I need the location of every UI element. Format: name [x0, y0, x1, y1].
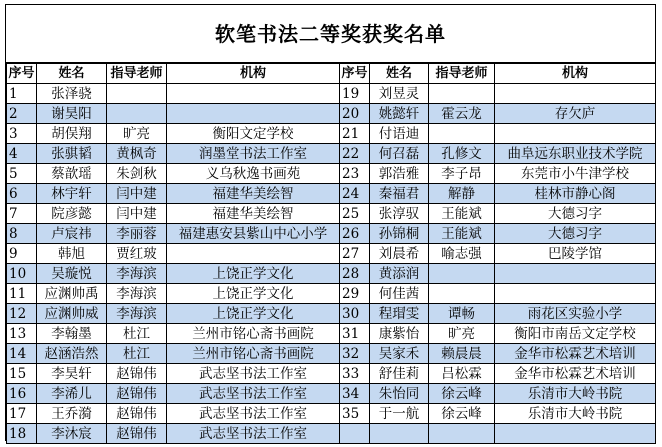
table-cell: 郭浩雅: [370, 164, 429, 184]
table-cell: 谢昊阳: [37, 104, 107, 124]
table-cell: [370, 424, 429, 444]
table-cell: 程瑁雯: [370, 304, 429, 324]
table-cell: 杜江: [107, 344, 167, 364]
table-cell: [167, 84, 340, 104]
table-row: [7, 224, 656, 244]
table-cell: 24: [340, 184, 370, 204]
table-cell: 刘昱灵: [370, 84, 429, 104]
table-row: [7, 324, 656, 344]
table-cell: 喻志强: [429, 244, 495, 264]
table-cell: [340, 424, 370, 444]
table-cell: [107, 84, 167, 104]
table-cell: 18: [7, 424, 37, 444]
table-cell: 李海滨: [107, 284, 167, 304]
table-cell: [495, 84, 656, 104]
header-cell: 序号: [340, 64, 370, 84]
table-cell: 15: [7, 364, 37, 384]
table-row: [7, 344, 656, 364]
table-cell: 王能斌: [429, 224, 495, 244]
table-cell: 31: [340, 324, 370, 344]
table-cell: [495, 124, 656, 144]
table-cell: 赖晨晨: [429, 344, 495, 364]
table-cell: 赵锦伟: [107, 404, 167, 424]
table-cell: 李海滨: [107, 264, 167, 284]
table-cell: 贾红玻: [107, 244, 167, 264]
table-cell: 谭畅: [429, 304, 495, 324]
table-cell: 32: [340, 344, 370, 364]
table-cell: 30: [340, 304, 370, 324]
header-cell: 姓名: [37, 64, 107, 84]
table-cell: 康紫怡: [370, 324, 429, 344]
header-cell: 指导老师: [107, 64, 167, 84]
table-cell: 闫中建: [107, 184, 167, 204]
table-cell: 李翰墨: [37, 324, 107, 344]
table-cell: 李海滨: [107, 304, 167, 324]
table-cell: [495, 264, 656, 284]
table-cell: 林宇轩: [37, 184, 107, 204]
header-cell: 指导老师: [429, 64, 495, 84]
table-cell: 朱剑秋: [107, 164, 167, 184]
table-cell: 25: [340, 204, 370, 224]
table-cell: 孔修文: [429, 144, 495, 164]
table-row: [7, 424, 656, 444]
table-cell: 27: [340, 244, 370, 264]
header-cell: 机构: [495, 64, 656, 84]
award-table: [6, 63, 656, 444]
table-cell: [107, 104, 167, 124]
table-cell: 义乌秋逸书画苑: [167, 164, 340, 184]
table-cell: 朱怡同: [370, 384, 429, 404]
table-cell: 福建惠安县紫山中心小学: [167, 224, 340, 244]
table-cell: 秦福君: [370, 184, 429, 204]
table-cell: 李沐宸: [37, 424, 107, 444]
table-row: [7, 264, 656, 284]
table-cell: 闫中建: [107, 204, 167, 224]
table-cell: 6: [7, 184, 37, 204]
table-cell: 姚懿轩: [370, 104, 429, 124]
table-cell: 黄添润: [370, 264, 429, 284]
table-cell: 霍云龙: [429, 104, 495, 124]
table-cell: 9: [7, 244, 37, 264]
table-row: [7, 244, 656, 264]
table-cell: 金华市松霖艺术培训: [495, 364, 656, 384]
table-cell: 旷亮: [429, 324, 495, 344]
table-cell: 衡阳文定学校: [167, 124, 340, 144]
table-cell: 刘晨希: [370, 244, 429, 264]
table-row: [7, 104, 656, 124]
table-cell: 上饶正学文化: [167, 304, 340, 324]
table-cell: 孙锦桐: [370, 224, 429, 244]
table-cell: 10: [7, 264, 37, 284]
table-cell: 乐清市大岭书院: [495, 384, 656, 404]
table-row: [7, 144, 656, 164]
table-cell: 8: [7, 224, 37, 244]
table-cell: 赵涵浩然: [37, 344, 107, 364]
table-cell: 李丽蓉: [107, 224, 167, 244]
table-cell: 李昊轩: [37, 364, 107, 384]
table-cell: 应渊帅禹: [37, 284, 107, 304]
table-cell: 何召磊: [370, 144, 429, 164]
table-cell: 16: [7, 384, 37, 404]
sheet-title: 软笔书法二等奖获奖名单: [6, 5, 655, 63]
table-cell: 李浠儿: [37, 384, 107, 404]
table-cell: [429, 84, 495, 104]
table-cell: [429, 124, 495, 144]
table-cell: 17: [7, 404, 37, 424]
table-cell: [429, 284, 495, 304]
table-row: [7, 164, 656, 184]
table-cell: 李子昂: [429, 164, 495, 184]
table-cell: 武志坚书法工作室: [167, 424, 340, 444]
table-cell: 存欠庐: [495, 104, 656, 124]
table-cell: [167, 244, 340, 264]
table-cell: 胡俣翔: [37, 124, 107, 144]
table-cell: 黄枫奇: [107, 144, 167, 164]
table-cell: 乐清市大岭书院: [495, 404, 656, 424]
table-cell: 蔡歆瑶: [37, 164, 107, 184]
table-cell: 王乔漪: [37, 404, 107, 424]
table-cell: 兰州市铭心斋书画院: [167, 344, 340, 364]
table-cell: 雨花区实验小学: [495, 304, 656, 324]
table-cell: 衡阳市南岳文定学校: [495, 324, 656, 344]
table-cell: 4: [7, 144, 37, 164]
table-cell: 何佳茜: [370, 284, 429, 304]
table-cell: 赵锦伟: [107, 424, 167, 444]
table-cell: 13: [7, 324, 37, 344]
table-cell: 14: [7, 344, 37, 364]
table-cell: 韩旭: [37, 244, 107, 264]
table-cell: 徐云峰: [429, 404, 495, 424]
table-cell: 解静: [429, 184, 495, 204]
table-cell: 杜江: [107, 324, 167, 344]
table-row: [7, 84, 656, 104]
table-row: [7, 364, 656, 384]
table-cell: 卢宸祎: [37, 224, 107, 244]
table-cell: 徐云峰: [429, 384, 495, 404]
table-cell: 福建华美绘智: [167, 184, 340, 204]
table-cell: [495, 424, 656, 444]
table-row: [7, 404, 656, 424]
table-cell: [429, 264, 495, 284]
table-cell: 28: [340, 264, 370, 284]
table-cell: 吕松霖: [429, 364, 495, 384]
table-cell: 大德习字: [495, 224, 656, 244]
table-cell: 20: [340, 104, 370, 124]
table-cell: 吴家禾: [370, 344, 429, 364]
table-cell: 29: [340, 284, 370, 304]
table-cell: 23: [340, 164, 370, 184]
table-cell: 3: [7, 124, 37, 144]
table-row: [7, 304, 656, 324]
table-cell: 12: [7, 304, 37, 324]
table-cell: 吴璇悦: [37, 264, 107, 284]
table-cell: [429, 424, 495, 444]
table-cell: 武志坚书法工作室: [167, 404, 340, 424]
table-cell: 东莞市小牛津学校: [495, 164, 656, 184]
table-cell: 赵锦伟: [107, 384, 167, 404]
table-cell: 张淳驭: [370, 204, 429, 224]
table-cell: 21: [340, 124, 370, 144]
table-cell: 34: [340, 384, 370, 404]
table-cell: 应渊帅威: [37, 304, 107, 324]
table-cell: [167, 104, 340, 124]
header-cell: 序号: [7, 64, 37, 84]
table-cell: 19: [340, 84, 370, 104]
table-cell: 赵锦伟: [107, 364, 167, 384]
table-cell: 1: [7, 84, 37, 104]
table-cell: 7: [7, 204, 37, 224]
table-row: [7, 184, 656, 204]
table-cell: 兰州市铭心斋书画院: [167, 324, 340, 344]
table-cell: 26: [340, 224, 370, 244]
header-cell: 机构: [167, 64, 340, 84]
table-cell: 润墨堂书法工作室: [167, 144, 340, 164]
table-cell: 桂林市静心阁: [495, 184, 656, 204]
table-row: [7, 384, 656, 404]
table-cell: 王能斌: [429, 204, 495, 224]
table-cell: 大德习字: [495, 204, 656, 224]
table-cell: 于一航: [370, 404, 429, 424]
table-cell: 35: [340, 404, 370, 424]
table-cell: 上饶正学文化: [167, 284, 340, 304]
table-header-row: [7, 64, 656, 84]
table-row: [7, 284, 656, 304]
award-sheet: [5, 4, 656, 441]
header-cell: 姓名: [370, 64, 429, 84]
table-cell: 院彦懿: [37, 204, 107, 224]
table-cell: 张泽骁: [37, 84, 107, 104]
table-cell: 武志坚书法工作室: [167, 384, 340, 404]
table-cell: 33: [340, 364, 370, 384]
table-cell: 武志坚书法工作室: [167, 364, 340, 384]
table-row: [7, 124, 656, 144]
table-cell: 张骐韬: [37, 144, 107, 164]
table-cell: 旷亮: [107, 124, 167, 144]
table-cell: [495, 284, 656, 304]
table-cell: 2: [7, 104, 37, 124]
table-cell: 曲阜远东职业技术学院: [495, 144, 656, 164]
table-cell: 巴陵学馆: [495, 244, 656, 264]
table-cell: 上饶正学文化: [167, 264, 340, 284]
table-cell: 11: [7, 284, 37, 304]
table-row: [7, 204, 656, 224]
table-cell: 5: [7, 164, 37, 184]
table-cell: 金华市松霖艺术培训: [495, 344, 656, 364]
table-cell: 福建华美绘智: [167, 204, 340, 224]
table-cell: 付语迪: [370, 124, 429, 144]
table-cell: 22: [340, 144, 370, 164]
table-cell: 舒佳莉: [370, 364, 429, 384]
